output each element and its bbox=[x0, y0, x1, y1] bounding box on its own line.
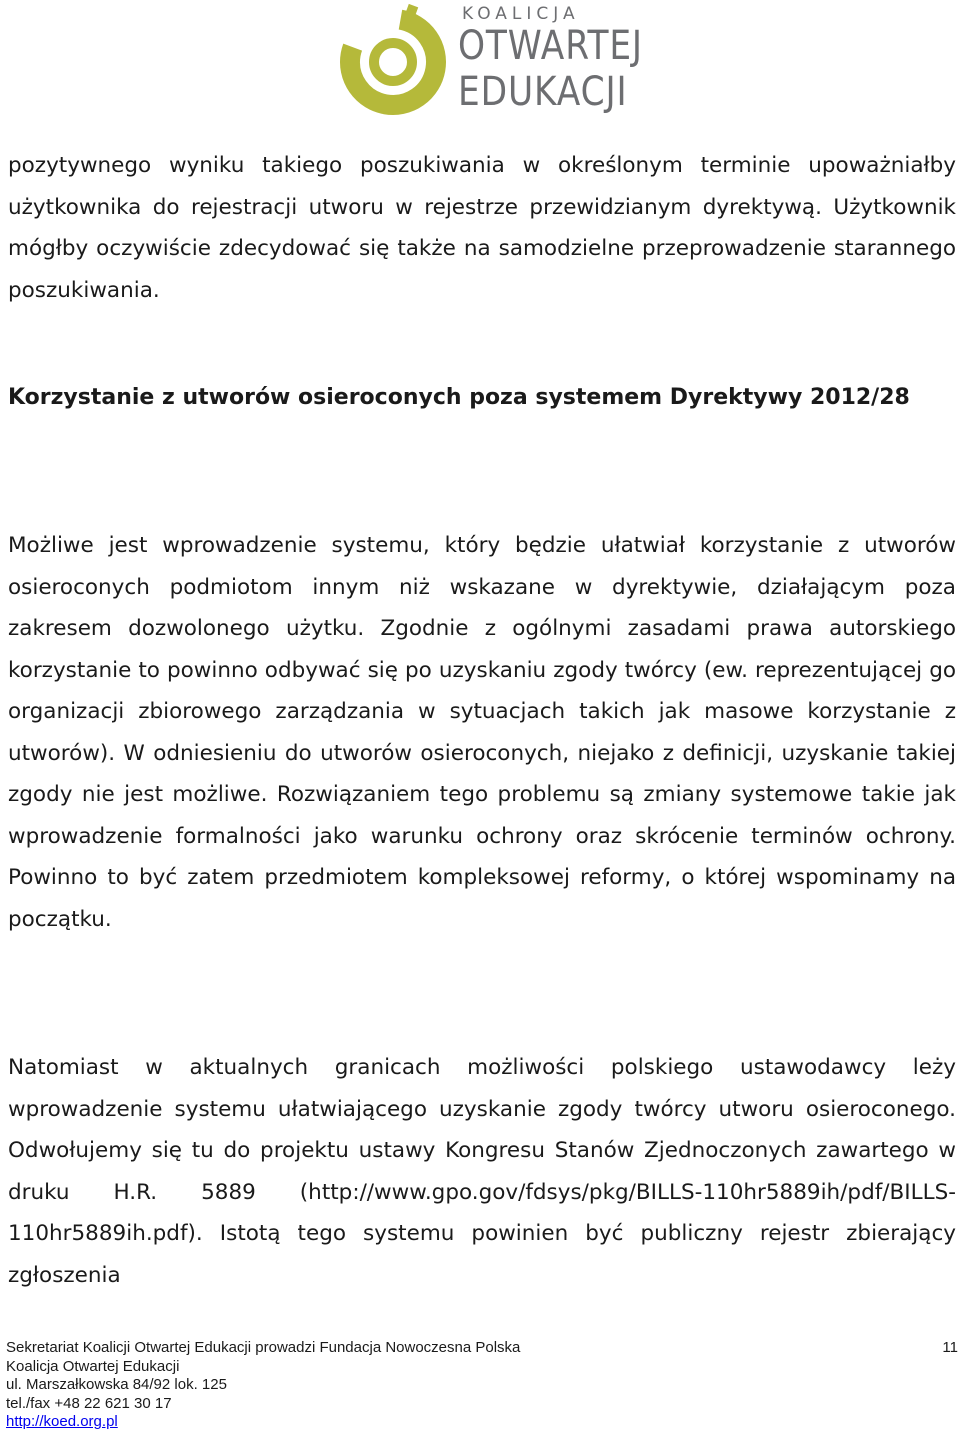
footer-sekretariat: Sekretariat Koalicji Otwartej Edukacji prowadzi Fundacja Nowoczesna Polska bbox=[6, 1339, 521, 1356]
page-footer bbox=[6, 1339, 520, 1432]
paragraph-2: Możliwe jest wprowadzenie systemu, który będzie ułatwiał korzystanie z utworów osieroconych podmiotom innym niż wskazane w dyrektywie, działającym poza zakresem dozwolonego użytku. Zgodnie z ogólnymi zasadami prawa autorskiego korzystanie to powinno odbywać się po uzyskaniu zgody twórcy (ew. reprezentującej go organizacji zbiorowego zarządzania w sytuacjach takich jak masowe korzystanie z utworów). W odniesieniu do utworów osieroconych, niejako z definicji, uzyskanie takiej zgody nie jest możliwe. Rozwiązaniem tego problemu są zmiany systemowe takie jak wprowadzenie formalności jako warunku ochrony oraz skrócenie terminów ochrony. Powinno to być zatem przedmiotem kompleksowej reformy, o której wspominamy na początku. bbox=[8, 533, 956, 932]
footer-address: ul. Marszałkowska 84/92 lok. 125 bbox=[6, 1376, 227, 1393]
logo-text-edukacji: EDUKACJI bbox=[458, 69, 628, 115]
footer-website-link[interactable]: http://koed.org.pl bbox=[6, 1413, 118, 1430]
koed-logo bbox=[330, 0, 643, 122]
section-heading: Korzystanie z utworów osieroconych poza systemem Dyrektywy 2012/28 bbox=[8, 385, 910, 410]
footer-phone: tel./fax +48 22 621 30 17 bbox=[6, 1394, 172, 1412]
paragraph-1: pozytywnego wyniku takiego poszukiwania w określonym terminie upoważniałby użytkownika do rejestracji utworu w rejestrze przewidzianym dyrektywą. Użytkownik mógłby oczywiście zdecydować się także na samodzielne przeprowadzenie starannego poszukiwania. bbox=[8, 153, 956, 303]
koed-logo-mark-icon bbox=[330, 0, 460, 122]
logo-text-otwartej: OTWARTEJ bbox=[458, 23, 643, 69]
paragraph-3: Natomiast w aktualnych granicach możliwości polskiego ustawodawcy leży wprowadzenie systemu ułatwiającego uzyskanie zgody twórcy utworu osieroconego. Odwołujemy się tu do projektu ustawy Kongresu Stanów Zjednoczonych zawartego w druku H.R. 5889 (http://www.gpo.gov/fdsys/pkg/BILLS-110hr5889ih/pdf/BILLS-110hr5889ih.pdf). Istotą tego systemu powinien być publiczny rejestr zbierający zgłoszenia bbox=[8, 1055, 956, 1288]
logo-text-koalicja: KOALICJA bbox=[462, 4, 580, 24]
footer-organization: Koalicja Otwartej Edukacji bbox=[6, 1357, 180, 1375]
page-number: 11 bbox=[942, 1339, 958, 1356]
